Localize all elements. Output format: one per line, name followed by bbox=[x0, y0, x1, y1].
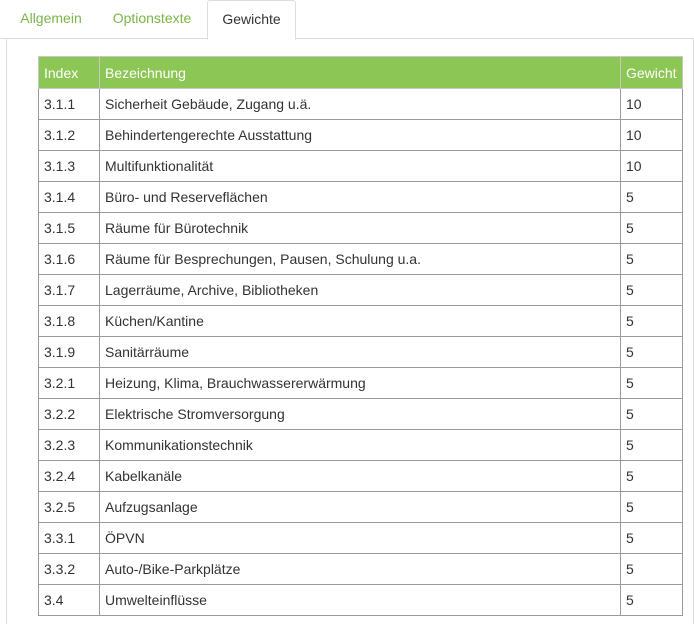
table-row[interactable] bbox=[39, 182, 683, 213]
cell-name: Sanitärräume bbox=[100, 337, 621, 368]
cell-name: Sicherheit Gebäude, Zugang u.ä. bbox=[100, 89, 621, 120]
column-header-index[interactable]: Index bbox=[39, 57, 100, 89]
cell-index: 3.2.2 bbox=[39, 399, 100, 430]
cell-weight: 10 bbox=[621, 120, 683, 151]
cell-name: Lagerräume, Archive, Bibliotheken bbox=[100, 275, 621, 306]
cell-weight: 5 bbox=[621, 244, 683, 275]
cell-weight: 5 bbox=[621, 368, 683, 399]
table-row[interactable] bbox=[39, 492, 683, 523]
cell-index: 3.4 bbox=[39, 585, 100, 616]
cell-name: Auto-/Bike-Parkplätze bbox=[100, 554, 621, 585]
table-row[interactable] bbox=[39, 275, 683, 306]
table-row[interactable] bbox=[39, 306, 683, 337]
cell-weight: 5 bbox=[621, 337, 683, 368]
cell-weight: 5 bbox=[621, 182, 683, 213]
cell-weight: 5 bbox=[621, 399, 683, 430]
cell-index: 3.1.7 bbox=[39, 275, 100, 306]
weights-table bbox=[38, 56, 683, 616]
cell-weight: 5 bbox=[621, 492, 683, 523]
tab-optionstexte[interactable]: Optionstexte bbox=[112, 10, 192, 26]
table-row[interactable] bbox=[39, 120, 683, 151]
cell-name: Kommunikationstechnik bbox=[100, 430, 621, 461]
table-row[interactable] bbox=[39, 461, 683, 492]
table-row[interactable] bbox=[39, 213, 683, 244]
table-row[interactable] bbox=[39, 337, 683, 368]
table-body bbox=[39, 89, 683, 616]
column-header-name[interactable]: Bezeichnung bbox=[100, 57, 621, 89]
cell-index: 3.3.1 bbox=[39, 523, 100, 554]
cell-index: 3.1.5 bbox=[39, 213, 100, 244]
cell-weight: 10 bbox=[621, 151, 683, 182]
cell-weight: 10 bbox=[621, 89, 683, 120]
cell-name: Behindertengerechte Ausstattung bbox=[100, 120, 621, 151]
cell-weight: 5 bbox=[621, 461, 683, 492]
cell-index: 3.1.1 bbox=[39, 89, 100, 120]
cell-index: 3.2.4 bbox=[39, 461, 100, 492]
column-header-weight[interactable]: Gewicht bbox=[621, 57, 683, 89]
cell-index: 3.1.2 bbox=[39, 120, 100, 151]
cell-name: Kabelkanäle bbox=[100, 461, 621, 492]
cell-index: 3.1.8 bbox=[39, 306, 100, 337]
cell-weight: 5 bbox=[621, 585, 683, 616]
cell-index: 3.1.4 bbox=[39, 182, 100, 213]
cell-name: Umwelteinflüsse bbox=[100, 585, 621, 616]
table-row[interactable] bbox=[39, 523, 683, 554]
tab-gewichte[interactable]: Gewichte bbox=[207, 0, 296, 40]
table-row[interactable] bbox=[39, 430, 683, 461]
cell-weight: 5 bbox=[621, 275, 683, 306]
cell-index: 3.3.2 bbox=[39, 554, 100, 585]
cell-index: 3.1.6 bbox=[39, 244, 100, 275]
table-row[interactable] bbox=[39, 554, 683, 585]
cell-index: 3.1.9 bbox=[39, 337, 100, 368]
cell-weight: 5 bbox=[621, 554, 683, 585]
cell-name: ÖPVN bbox=[100, 523, 621, 554]
cell-weight: 5 bbox=[621, 430, 683, 461]
cell-name: Räume für Bürotechnik bbox=[100, 213, 621, 244]
cell-weight: 5 bbox=[621, 213, 683, 244]
table-row[interactable] bbox=[39, 585, 683, 616]
cell-index: 3.1.3 bbox=[39, 151, 100, 182]
tab-allgemein[interactable]: Allgemein bbox=[20, 10, 82, 26]
cell-weight: 5 bbox=[621, 523, 683, 554]
cell-name: Multifunktionalität bbox=[100, 151, 621, 182]
cell-name: Küchen/Kantine bbox=[100, 306, 621, 337]
table-row[interactable] bbox=[39, 244, 683, 275]
cell-index: 3.2.5 bbox=[39, 492, 100, 523]
cell-name: Heizung, Klima, Brauchwassererwärmung bbox=[100, 368, 621, 399]
cell-name: Aufzugsanlage bbox=[100, 492, 621, 523]
cell-name: Büro- und Reserveflächen bbox=[100, 182, 621, 213]
tab-bar bbox=[0, 0, 694, 39]
cell-index: 3.2.3 bbox=[39, 430, 100, 461]
table-row[interactable] bbox=[39, 89, 683, 120]
table-row[interactable] bbox=[39, 368, 683, 399]
cell-weight: 5 bbox=[621, 306, 683, 337]
table-row[interactable] bbox=[39, 151, 683, 182]
cell-name: Räume für Besprechungen, Pausen, Schulung u.a. bbox=[100, 244, 621, 275]
cell-index: 3.2.1 bbox=[39, 368, 100, 399]
cell-name: Elektrische Stromversorgung bbox=[100, 399, 621, 430]
table-row[interactable] bbox=[39, 399, 683, 430]
table-header-row bbox=[39, 57, 683, 89]
